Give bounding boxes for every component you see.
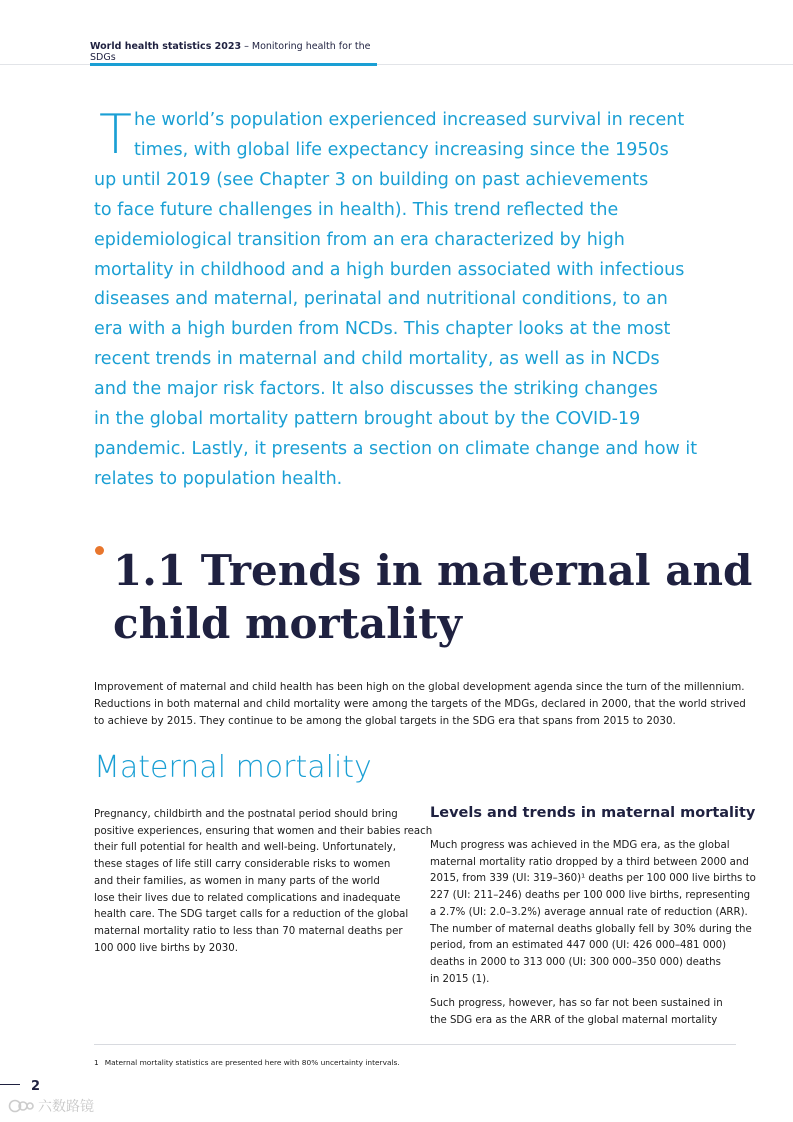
intro-line: diseases and maternal, perinatal and nutritional conditions, to an [94,289,668,310]
footnote-number: 1 [94,1058,99,1067]
right-column-line: Such progress, however, has so far not been sustained in [430,998,723,1010]
footnote-text: Maternal mortality statistics are presented here with 80% uncertainty intervals. [104,1058,400,1067]
intro-line: era with a high burden from NCDs. This chapter looks at the most [94,319,671,340]
page-number-rule [0,1084,20,1085]
right-column-line: 2015, from 339 (UI: 319–360)¹ deaths per 100 000 live births to [430,873,756,885]
intro-line: he world’s population experienced increased survival in recent [134,110,685,130]
page-number: 2 [31,1079,41,1094]
publication-title: World health statistics 2023 [90,41,242,52]
intro-line: epidemiological transition from an era characterized by high [94,229,625,250]
running-header [90,41,376,65]
left-column-line: lose their lives due to related complications and inadequate [94,892,401,904]
intro-line: recent trends in maternal and child mortality, as well as in NCDs [94,349,660,370]
right-column-body [430,838,756,1030]
left-column-line: Pregnancy, childbirth and the postnatal period should bring [94,809,398,820]
section-title [113,544,763,650]
intro-line: in the global mortality pattern brought about by the COVID-19 [94,409,641,430]
intro-line: and the major risk factors. It also discusses the striking changes [94,379,658,400]
section-lead-paragraph [94,679,744,730]
footnote-divider [94,1044,736,1045]
intro-line: mortality in childhood and a high burden associated with infectious [94,259,685,280]
left-column-line: health care. The SDG target calls for a reduction of the global [94,909,409,921]
left-column-paragraph [94,807,433,957]
intro-dropcap: T [99,103,132,166]
right-column-line: in 2015 (1). [430,973,490,985]
publication-subtitle: – Monitoring health for the SDGs [90,41,371,63]
footnote [94,1057,400,1068]
right-column-line: the SDG era as the ARR of the global maternal mortality [430,1015,718,1027]
left-column-line: and their families, as women in many parts of the world [94,875,380,887]
section-title-line: child mortality [113,599,462,648]
right-column-line: period, from an estimated 447 000 (UI: 426 000–481 000) [430,940,727,952]
section-bullet-dot [95,546,104,555]
lead-line: Reductions in both maternal and child mortality were among the targets of the MDGs, declared in 2000, that the world strived [94,698,746,710]
right-column-paragraph-2 [430,996,736,1029]
right-column-line: a 2.7% (UI: 2.0–3.2%) average annual rate of reduction (ARR). [430,906,748,918]
lead-line: Improvement of maternal and child health has been high on the global development agenda since the turn of the millennium. [94,681,745,693]
right-column-line: deaths in 2000 to 313 000 (UI: 300 000–350 000) deaths [430,956,721,968]
right-column-paragraph-1 [430,838,756,988]
left-column-line: 100 000 live births by 2030. [94,942,238,954]
right-column-heading: Levels and trends in maternal mortality [430,805,756,821]
lead-line: to achieve by 2015. They continue to be among the global targets in the SDG era that spans from 2015 to 2030. [94,715,676,727]
intro-line: to face future challenges in health). This trend reflected the [94,199,619,220]
left-column-line: positive experiences, ensuring that women and their babies reach [94,825,433,837]
right-column-line: Much progress was achieved in the MDG era, as the global [430,840,730,851]
left-column-line: these stages of life still carry considerable risks to women [94,859,391,871]
subheading-maternal-mortality: Maternal mortality [94,750,372,785]
watermark [8,1097,108,1117]
left-column-line: maternal mortality ratio to less than 70 maternal deaths per [94,925,403,937]
intro-line: times, with global life expectancy increasing since the 1950s [134,139,669,160]
intro-line: pandemic. Lastly, it presents a section on climate change and how it [94,438,698,459]
watermark-logo-icon [8,1097,36,1115]
right-column-line: 227 (UI: 211–246) deaths per 100 000 live births, representing [430,890,751,902]
section-title-line: 1.1 Trends in maternal and [113,546,753,595]
right-column-line: maternal mortality ratio dropped by a third between 2000 and [430,856,749,868]
intro-line: relates to population health. [94,468,343,489]
watermark-text: 六数路镜 [38,1099,94,1115]
intro-paragraph [94,103,698,495]
header-accent-bar [90,63,377,66]
intro-line: up until 2019 (see Chapter 3 on building on past achievements [94,169,649,190]
right-column-line: The number of maternal deaths globally fell by 30% during the [430,923,752,935]
left-column-line: their full potential for health and well-being. Unfortunately, [94,842,396,854]
